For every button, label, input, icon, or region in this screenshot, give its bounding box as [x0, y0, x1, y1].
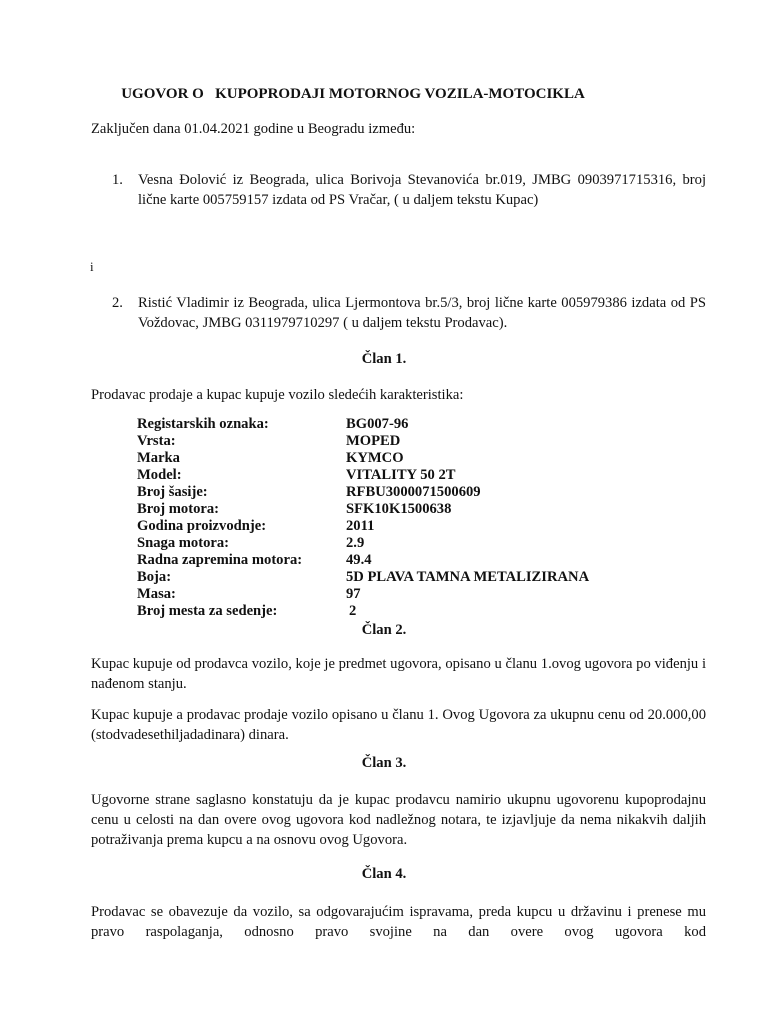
spec-value: BG007-96 — [346, 416, 409, 432]
spec-label: Radna zapremina motora: — [137, 552, 303, 568]
spec-label: Broj motora: — [137, 501, 219, 517]
contract-title: UGOVOR O KUPOPRODAJI MOTORNOG VOZILA-MOTOCIKLA — [121, 86, 585, 102]
spec-label: Registarskih oznaka: — [137, 416, 269, 432]
spec-label: Broj šasije: — [137, 484, 208, 500]
spec-value: 49.4 — [346, 552, 372, 568]
article-4-paragraph: Prodavac se obavezuje da vozilo, sa odgovarajućim ispravama, preda kupcu u državinu i prenese mu pravo raspolaganja, odnosno pravo svojine na dan overe ovog ugovora kod — [91, 904, 706, 940]
spec-label: Marka — [137, 450, 180, 466]
spec-value: KYMCO — [346, 450, 404, 466]
conjunction-text: i — [90, 259, 94, 274]
article-2-paragraph-1: Kupac kupuje od prodavca vozilo, koje je predmet ugovora, opisano u članu 1.ovog ugovora po viđenju i nađenom stanju. — [91, 656, 706, 692]
spec-label: Vrsta: — [137, 433, 176, 449]
intro-paragraph: Zaključen dana 01.04.2021 godine u Beogradu između: — [91, 121, 416, 137]
spec-label: Godina proizvodnje: — [137, 518, 267, 534]
party-2-number: 2. — [112, 295, 123, 311]
article-3-paragraph: Ugovorne strane saglasno konstatuju da je kupac prodavcu namirio ukupnu ugovorenu kupoprodajnu cenu u celosti na dan overe ovog ugovora kod nadležnog notara, te izjavljuje da nema nikakvih daljih potraživanja prema kupcu a na osnovu ovog Ugovora. — [91, 792, 706, 848]
party-1-number: 1. — [112, 172, 123, 188]
spec-value: 2 — [349, 603, 357, 619]
spec-label: Boja: — [137, 569, 172, 585]
article-2-paragraph-2: Kupac kupuje a prodavac prodaje vozilo opisano u članu 1. Ovog Ugovora za ukupnu cenu od 20.000,00 (stodvadesethiljadadinara) dinara. — [91, 707, 706, 743]
spec-label: Masa: — [137, 586, 176, 602]
party-2-text: Ristić Vladimir iz Beograda, ulica Ljermontova br.5/3, broj lične karte 005979386 izdata od PS Voždovac, JMBG 0311979710297 ( u daljem tekstu Prodavac). — [138, 295, 706, 331]
spec-value: SFK10K1500638 — [346, 501, 452, 517]
spec-value: 2011 — [346, 518, 375, 534]
article-2-heading: Član 2. — [361, 622, 407, 638]
party-1 — [112, 170, 706, 210]
spec-value: VITALITY 50 2T — [346, 467, 456, 483]
spec-label: Broj mesta za sedenje: — [137, 603, 278, 619]
spec-value: 97 — [346, 586, 361, 602]
spec-label: Snaga motora: — [137, 535, 230, 551]
party-1-text: Vesna Đolović iz Beograda, ulica Borivoja Stevanovića br.019, JMBG 0903971715316, broj lične karte 005759157 izdata od PS Vračar, ( u daljem tekstu Kupac) — [138, 172, 706, 208]
spec-label: Model: — [137, 467, 182, 483]
article-1-intro: Prodavac prodaje a kupac kupuje vozilo sledećih karakteristika: — [91, 387, 464, 403]
article-1-heading: Član 1. — [361, 351, 407, 367]
article-4-heading: Član 4. — [361, 866, 407, 882]
spec-value: 2.9 — [346, 535, 365, 551]
spec-value: RFBU3000071500609 — [346, 484, 481, 500]
article-3-heading: Član 3. — [361, 755, 407, 771]
spec-value: MOPED — [346, 433, 401, 449]
party-2 — [112, 293, 706, 333]
spec-value: 5D PLAVA TAMNA METALIZIRANA — [346, 569, 590, 585]
